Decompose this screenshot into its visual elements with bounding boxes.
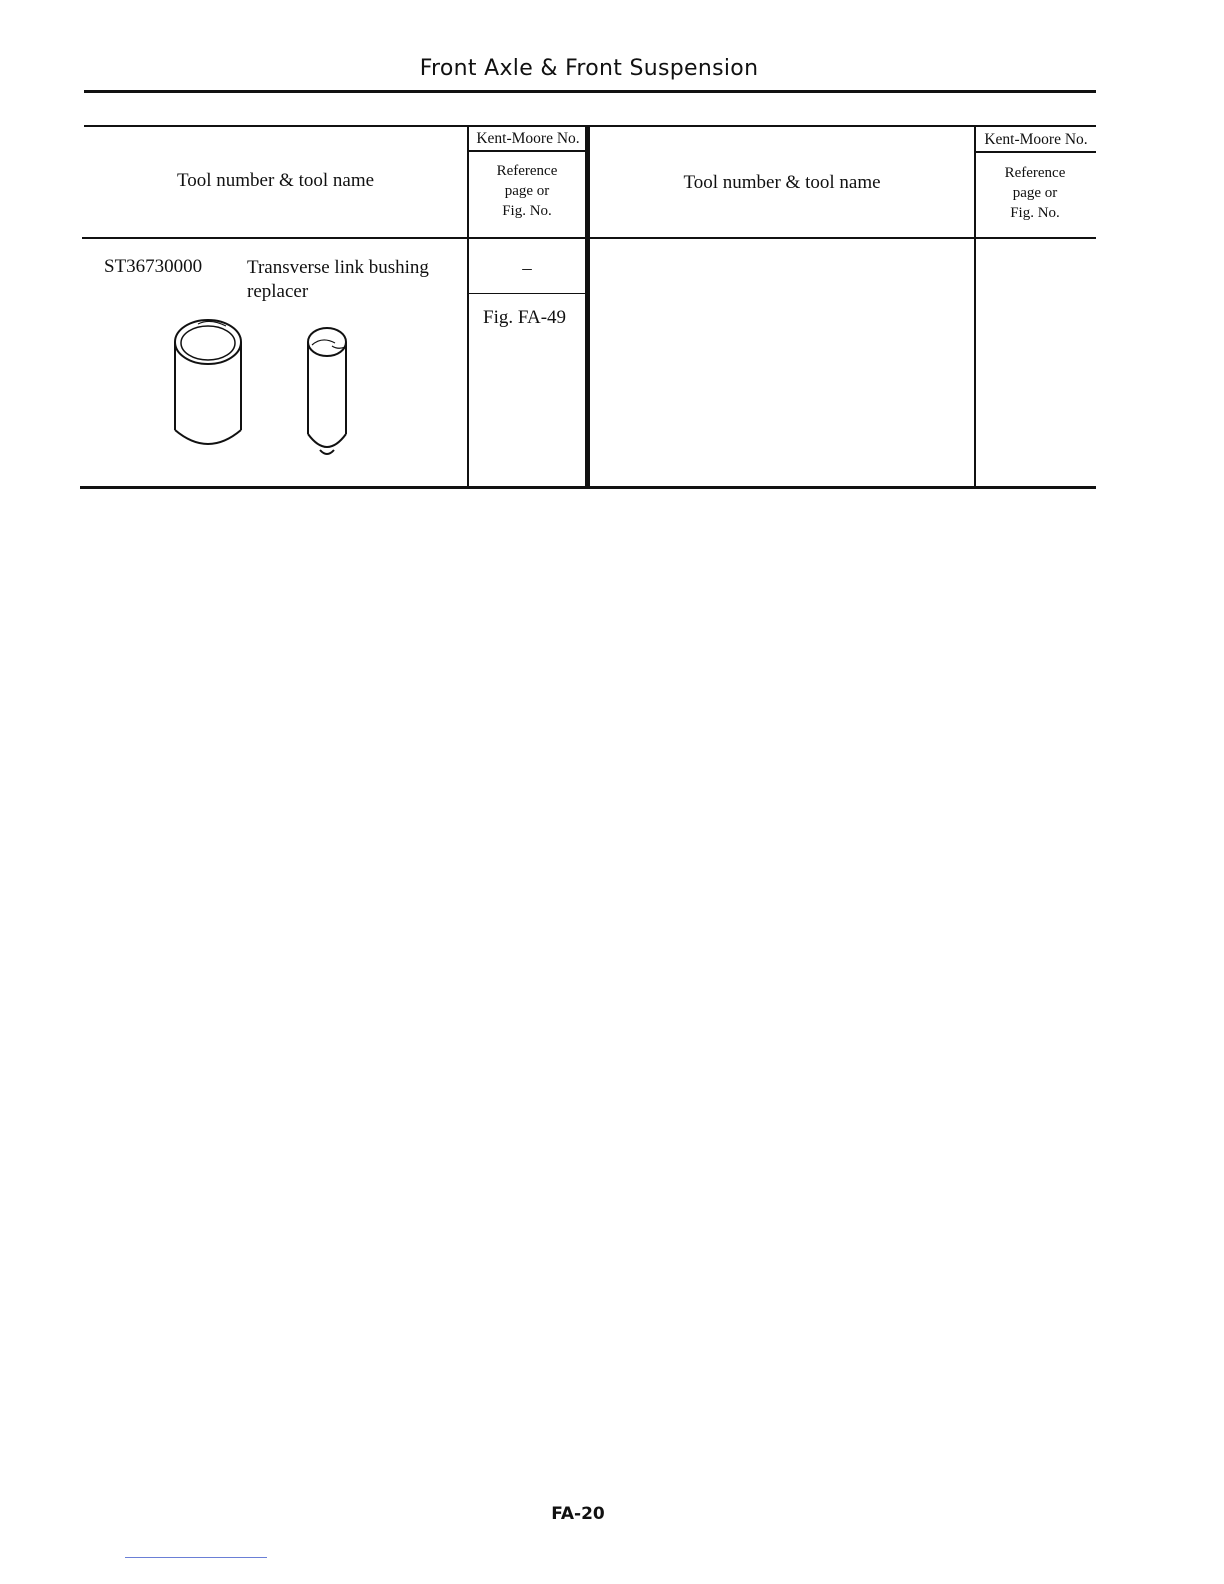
- right-kentmoore-header: Kent-Moore No.: [984, 131, 1088, 148]
- right-reference-line-3: Fig. No.: [1010, 205, 1060, 221]
- reference-figure: Fig. FA-49: [483, 307, 567, 328]
- tool-name: [247, 256, 429, 304]
- bushing-replacer-tool-illustration: [160, 312, 360, 462]
- row-kentmoore-split: [467, 293, 587, 294]
- page-title: Front Axle & Front Suspension: [419, 56, 759, 81]
- tool-name-line-1: Transverse link bushing: [247, 257, 429, 278]
- kent-moore-number: –: [522, 258, 532, 279]
- left-reference-line-3: Fig. No.: [502, 203, 552, 219]
- left-tool-header: Tool number & tool name: [176, 170, 375, 191]
- right-reference-line-2: page or: [1012, 185, 1058, 201]
- left-reference-header: [469, 161, 585, 221]
- left-reference-line-1: Reference: [496, 163, 558, 179]
- right-reference-header: [976, 163, 1094, 223]
- left-kentmoore-header: Kent-Moore No.: [476, 130, 580, 147]
- right-kentmoore-subline: [974, 151, 1096, 153]
- table-top-border: [84, 125, 1096, 127]
- tool-number: ST36730000: [104, 256, 203, 277]
- left-kentmoore-subline: [467, 150, 587, 152]
- left-reference-line-2: page or: [504, 183, 550, 199]
- page-number: FA-20: [551, 1504, 605, 1524]
- tool-name-line-2: replacer: [247, 281, 309, 302]
- right-reference-line-1: Reference: [1004, 165, 1066, 181]
- title-rule: [84, 90, 1096, 93]
- scan-mark-line: [125, 1557, 267, 1558]
- right-tool-header: Tool number & tool name: [683, 172, 881, 193]
